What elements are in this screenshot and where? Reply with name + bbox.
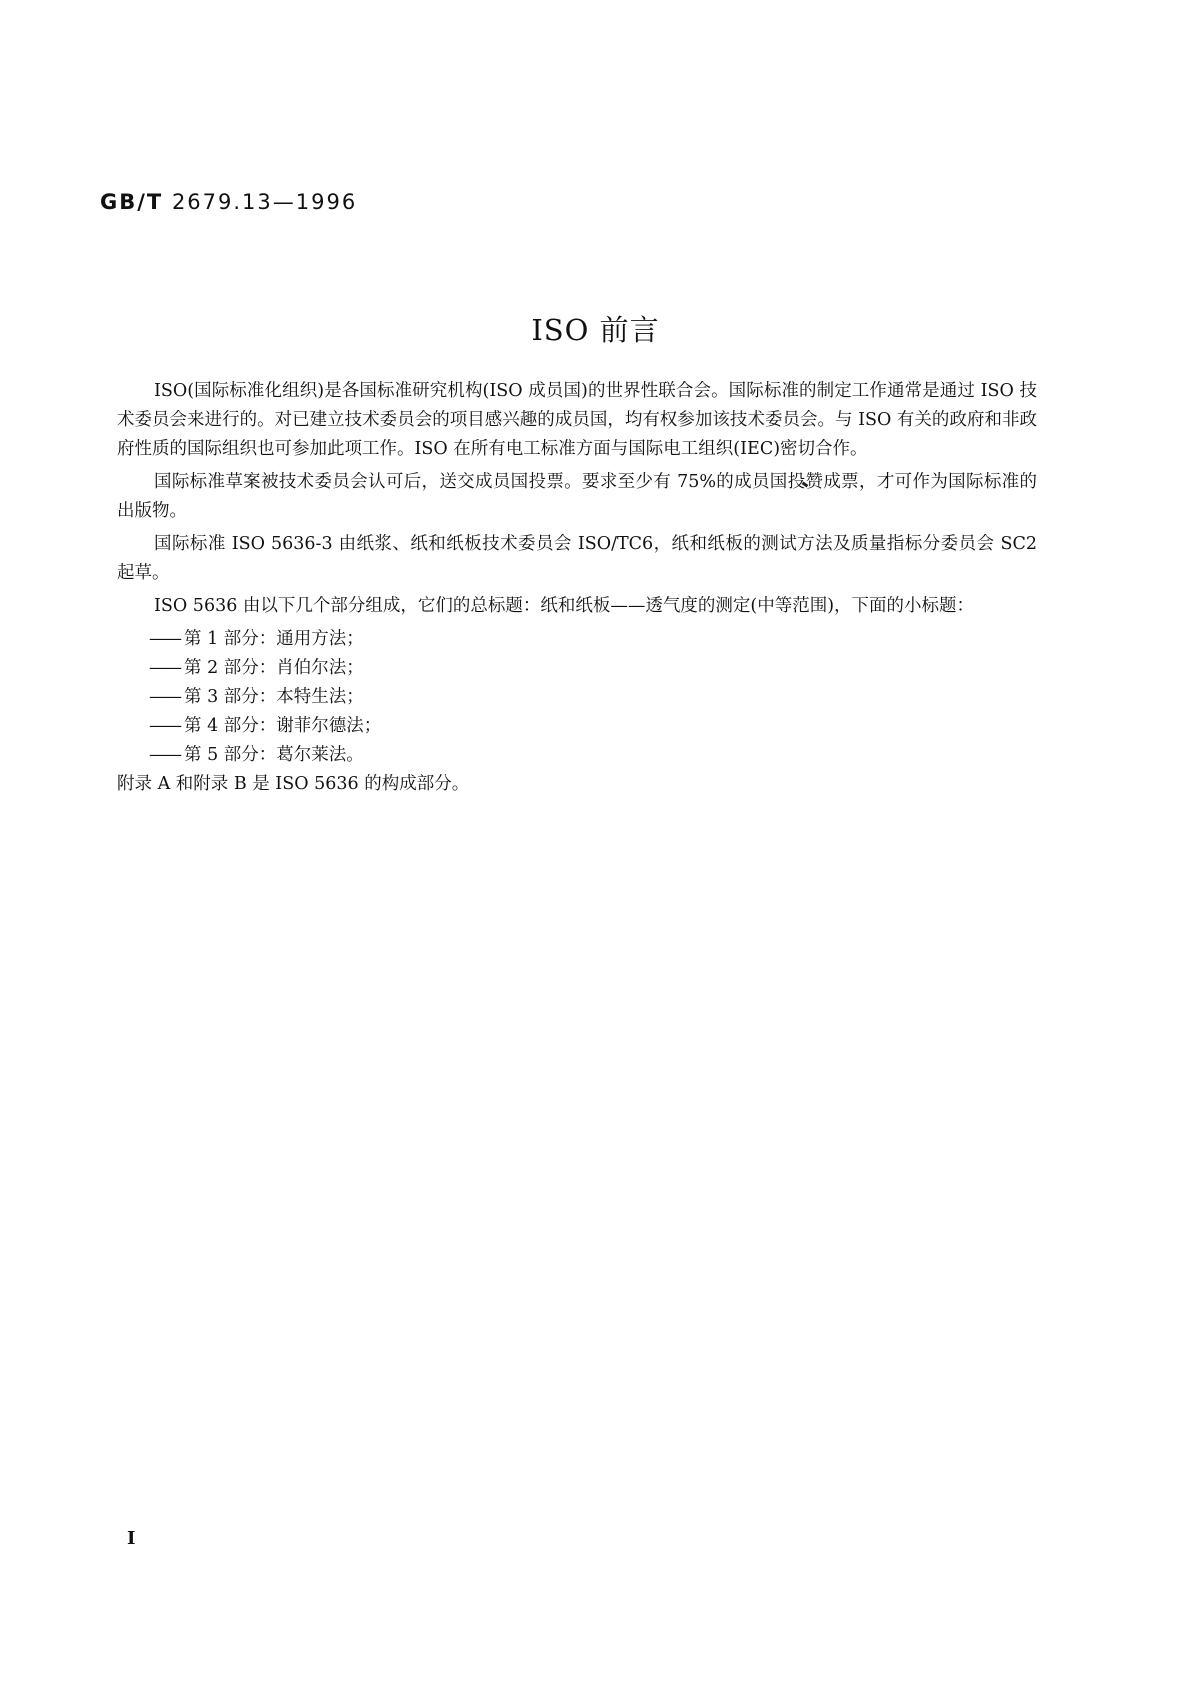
standard-number [100, 190, 357, 214]
standard-prefix: GB/T [100, 190, 164, 214]
page-number: I [127, 1528, 136, 1549]
body-text [117, 377, 1037, 803]
list-item-text: 第 5 部分：葛尔莱法。 [184, 745, 364, 765]
list-item [117, 712, 1037, 741]
parts-list [117, 625, 1037, 770]
paragraph-voting: 国际标准草案被技术委员会认可后，送交成员国投票。要求至少有 75%的成员国投赞成票，才可作为国际标准的出版物。 [117, 472, 1037, 521]
paragraph-drafting: 国际标准 ISO 5636-3 由纸浆、纸和纸板技术委员会 ISO/TC6，纸和纸板的测试方法及质量指标分委员会 SC2 起草。 [117, 534, 1037, 583]
list-item-text: 第 3 部分：本特生法； [184, 687, 364, 707]
list-item [117, 683, 1037, 712]
page-title: ISO 前言 [531, 313, 660, 347]
standard-code: 2679.13—1996 [171, 190, 358, 214]
list-dash: —— [149, 716, 180, 736]
paragraph-parts-intro: ISO 5636 由以下几个部分组成，它们的总标题：纸和纸板——透气度的测定(中等范围)，下面的小标题： [154, 596, 975, 616]
list-dash: —— [149, 745, 180, 765]
list-item [117, 654, 1037, 683]
list-item-text: 第 4 部分：谢菲尔德法； [184, 716, 382, 736]
list-item-text: 第 2 部分：肖伯尔法； [184, 658, 364, 678]
list-item-text: 第 1 部分：通用方法； [184, 629, 364, 649]
list-item [117, 741, 1037, 770]
paragraph-iso-intro: ISO(国际标准化组织)是各国标准研究机构(ISO 成员国)的世界性联合会。国际标准的制定工作通常是通过 ISO 技术委员会来进行的。对已建立技术委员会的项目感兴趣的成员国，均有权参加该技术委员会。与 ISO 有关的政府和非政府性质的国际组织也可参加此项工作。ISO 在所有电工标准方面与国际电工组织(IEC)密切合作。 [117, 381, 1037, 459]
list-dash: —— [149, 687, 180, 707]
list-item [117, 625, 1037, 654]
list-dash: —— [149, 629, 180, 649]
annex-note: 附录 A 和附录 B 是 ISO 5636 的构成部分。 [117, 774, 470, 794]
list-dash: —— [149, 658, 180, 678]
